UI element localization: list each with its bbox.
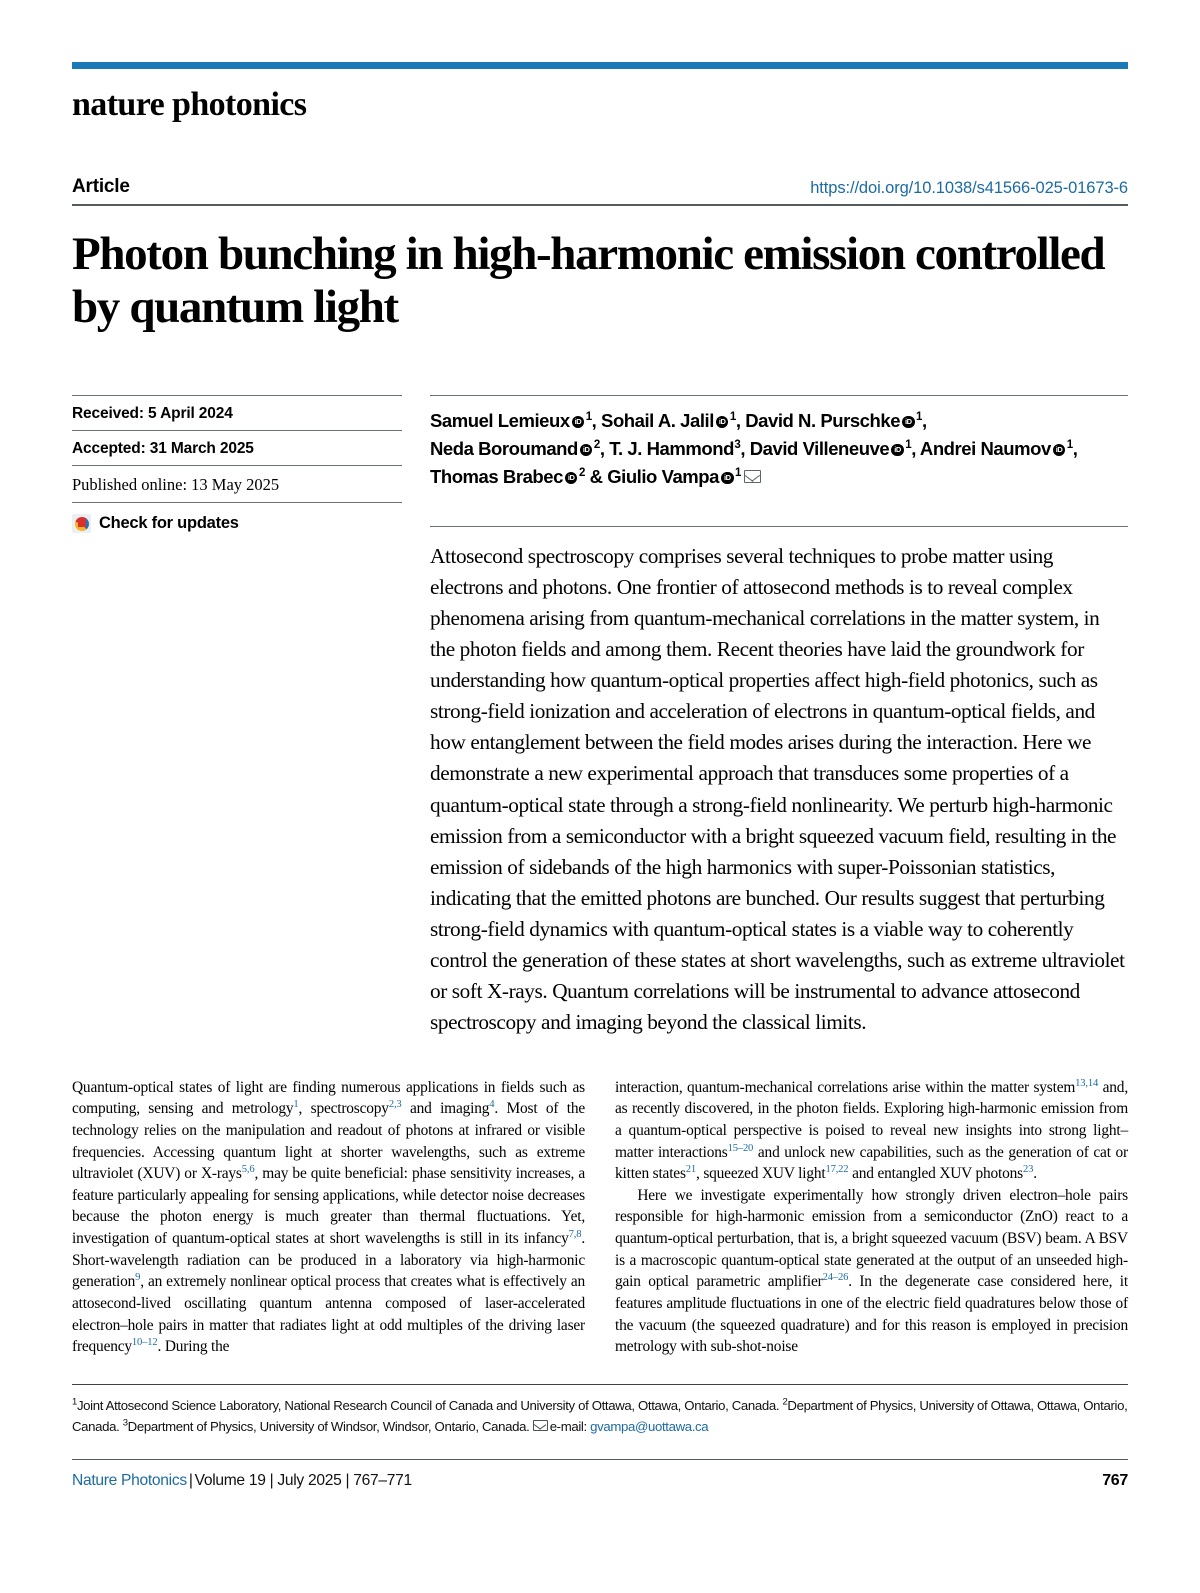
paragraph	[615, 1077, 1128, 1185]
footer-separator: |	[188, 1472, 193, 1490]
check-for-updates-button[interactable]	[72, 502, 402, 540]
footer-citation	[72, 1472, 412, 1490]
citation-ref[interactable]: 17,22	[825, 1164, 849, 1176]
journal-masthead: nature photonics	[72, 86, 307, 123]
corresponding-author-email-icon[interactable]	[744, 470, 761, 483]
body-text: Here we investigate experimentally how strongly driven electron–hole pairs responsible for high-harmonic emission from a semiconductor (ZnO) react to a quantum-optical perturbation, that is, a bright squeezed vacuum (BSV) beam. A BSV is a macroscopic quantum-optical state generated at the output of an unseeded high-gain optical parametric amplifier	[615, 1186, 1128, 1291]
author-affiliation-marker: 1	[1066, 439, 1073, 452]
author-affiliation-marker: 2	[578, 467, 585, 480]
check-for-updates-label: Check for updates	[99, 514, 239, 533]
orcid-icon[interactable]	[721, 472, 734, 485]
email-label: e-mail:	[549, 1418, 591, 1434]
citation-ref[interactable]: 13,14	[1075, 1077, 1099, 1089]
footer-volume-info: Volume 19 | July 2025 | 767–771	[194, 1472, 412, 1490]
citation-ref[interactable]: 23	[1023, 1164, 1034, 1176]
body-text: interaction, quantum-mechanical correlations arise within the matter system	[615, 1078, 1076, 1096]
affiliation-marker: 1	[72, 1396, 77, 1408]
body-columns	[72, 1077, 1128, 1358]
orcid-icon[interactable]	[572, 416, 585, 429]
author-name: , David N. Purschke	[735, 410, 901, 432]
body-column-right	[615, 1077, 1128, 1358]
affiliation-text: Department of Physics, University of Ottawa, Ottawa, Ontario, Canada.	[72, 1397, 1128, 1434]
affiliations-note	[72, 1384, 1128, 1437]
doi-link[interactable]: https://doi.org/10.1038/s41566-025-01673-6	[810, 179, 1128, 197]
body-text: and, as recently discovered, in the photon fields. Exploring high-harmonic emission from a quantum-optical perspective is poised to reveal new insights into strong light–matter interactions	[615, 1078, 1128, 1161]
author-affiliation-marker: 3	[734, 439, 741, 452]
author-separator: ,	[922, 410, 927, 432]
body-text: , may be quite beneficial: phase sensitivity increases, a feature particularly appealing for sensing applications, while detector noise decreases because the photon energy is much greater than thermal fluctuations. Yet, investigation of quantum-optical states at short wavelengths is still in its infancy	[72, 1165, 585, 1248]
author-affiliation-marker: 1	[585, 411, 592, 424]
publication-dates-column	[72, 395, 402, 1038]
citation-ref[interactable]: 1	[293, 1099, 299, 1111]
abstract-text: Attosecond spectroscopy comprises several techniques to probe matter using electrons and photons. One frontier of attosecond methods is to reveal complex phenomena arising from quantum-mechanical correlations in the matter system, in the photon fields and among them. Recent theories have laid the groundwork for understanding how quantum-optical properties affect high-field photonics, such as strong-field ionization and acceleration of electrons in quantum-optical fields, and how entanglement between the field modes arises during the interaction. Here we demonstrate a new experimental approach that transduces some properties of a quantum-optical state through a strong-field nonlinearity. We perturb high-harmonic emission from a semiconductor with a bright squeezed vacuum field, resulting in the emission of sidebands of the high harmonics with super-Poissonian statistics, indicating that the emitted photons are bunched. Our results suggest that perturbing strong-field dynamics with quantum-optical states is a viable way to coherently control the generation of these states at short wavelengths, such as extreme ultraviolet or soft X-rays. Quantum correlations will be instrumental to advance attosecond spectroscopy and imaging beyond the classical limits.	[430, 526, 1128, 1039]
body-text: and unlock new capabilities, such as the generation of cat or kitten states	[615, 1143, 1128, 1183]
citation-ref[interactable]: 4	[489, 1099, 495, 1111]
citation-ref[interactable]: 24–26	[822, 1272, 849, 1284]
author-name: , Andrei Naumov	[911, 438, 1051, 460]
orcid-icon[interactable]	[580, 444, 593, 457]
body-text: and entangled XUV photons	[848, 1165, 1023, 1183]
body-text: , an extremely nonlinear optical process that creates what is effectively an attosecond-lived oscillating quantum antenna composed of laser-accelerated electron–hole pairs in matter that radiates light at odd multiples of the driving laser frequency	[72, 1273, 585, 1356]
citation-ref[interactable]: 10–12	[131, 1337, 158, 1349]
author-affiliation-marker: 1	[729, 411, 736, 424]
author-list	[430, 395, 1128, 491]
author-name: Thomas Brabec	[430, 466, 563, 488]
page-title: Photon bunching in high-harmonic emission controlled by quantum light	[72, 228, 1105, 333]
citation-ref[interactable]: 5,6	[241, 1164, 255, 1176]
crossmark-icon	[72, 514, 91, 533]
author-affiliation-marker: 2	[593, 439, 600, 452]
body-text: . Short-wavelength radiation can be produced in a laboratory via high-harmonic generation	[72, 1230, 585, 1291]
published-date: Published online: 13 May 2025	[72, 465, 402, 502]
body-text: Quantum-optical states of light are finding numerous applications in fields such as computing, sensing and metrology	[72, 1078, 585, 1118]
author-name: , T. J. Hammond	[599, 438, 734, 460]
article-type-label: Article	[72, 176, 130, 197]
orcid-icon[interactable]	[716, 416, 729, 429]
received-date: Received: 5 April 2024	[72, 395, 402, 430]
author-affiliation-marker: 1	[916, 411, 922, 424]
paragraph	[72, 1077, 585, 1358]
brand-bar	[72, 62, 1128, 69]
affiliation-marker: 3	[122, 1417, 128, 1429]
orcid-icon[interactable]	[891, 444, 904, 457]
author-affiliation-marker: 1	[905, 439, 912, 452]
paragraph	[615, 1185, 1128, 1358]
author-name: Neda Boroumand	[430, 438, 578, 460]
accepted-date: Accepted: 31 March 2025	[72, 430, 402, 465]
body-text: , squeezed XUV light	[696, 1165, 826, 1183]
body-text: . In the degenerate case considered here, it features amplitude fluctuations in one of the electric field quadratures below those of the vacuum (the squeezed quadrature) and for this reason is employed in precision metrology with sub-shot-noise	[615, 1273, 1128, 1356]
body-text: .	[1033, 1165, 1037, 1183]
author-affiliation-marker: 1	[735, 467, 741, 480]
corresponding-email-link[interactable]: gvampa@uottawa.ca	[590, 1418, 709, 1434]
page-footer	[72, 1459, 1128, 1490]
page-number: 767	[1102, 1472, 1128, 1490]
orcid-icon[interactable]	[902, 416, 915, 429]
metadata-authors-section	[72, 395, 1128, 1038]
citation-ref[interactable]: 7,8	[568, 1228, 582, 1240]
orcid-icon[interactable]	[1053, 444, 1066, 457]
email-icon	[533, 1420, 548, 1432]
author-name: , Sohail A. Jalil	[591, 410, 714, 432]
affiliation-text: Department of Physics, University of Windsor, Windsor, Ontario, Canada.	[127, 1418, 533, 1434]
body-text: . During the	[157, 1338, 230, 1356]
body-text: , spectroscopy	[298, 1100, 389, 1118]
citation-ref[interactable]: 15–20	[727, 1142, 754, 1154]
footer-journal-name[interactable]: Nature Photonics	[72, 1472, 187, 1490]
body-text: . Most of the technology relies on the manipulation and readout of photons at infrared or visible frequencies. Accessing quantum light at shorter wavelengths, such as extreme ultraviolet (XUV) or X-rays	[72, 1100, 585, 1183]
authors-abstract-column	[430, 395, 1128, 1038]
citation-ref[interactable]: 9	[135, 1272, 141, 1284]
affiliation-marker: 2	[782, 1396, 788, 1408]
author-name: , David Villeneuve	[740, 438, 890, 460]
article-header-row	[72, 176, 1128, 206]
citation-ref[interactable]: 21	[685, 1164, 696, 1176]
orcid-icon[interactable]	[565, 472, 578, 485]
citation-ref[interactable]: 2,3	[388, 1099, 402, 1111]
affiliation-text: Joint Attosecond Science Laboratory, National Research Council of Canada and University of Ottawa, Ottawa, Ontario, Canada.	[76, 1397, 783, 1413]
body-text: and imaging	[401, 1100, 490, 1118]
author-separator: ,	[1072, 438, 1078, 460]
body-column-left	[72, 1077, 585, 1358]
author-name: Samuel Lemieux	[430, 410, 570, 432]
author-name: & Giulio Vampa	[584, 466, 719, 488]
